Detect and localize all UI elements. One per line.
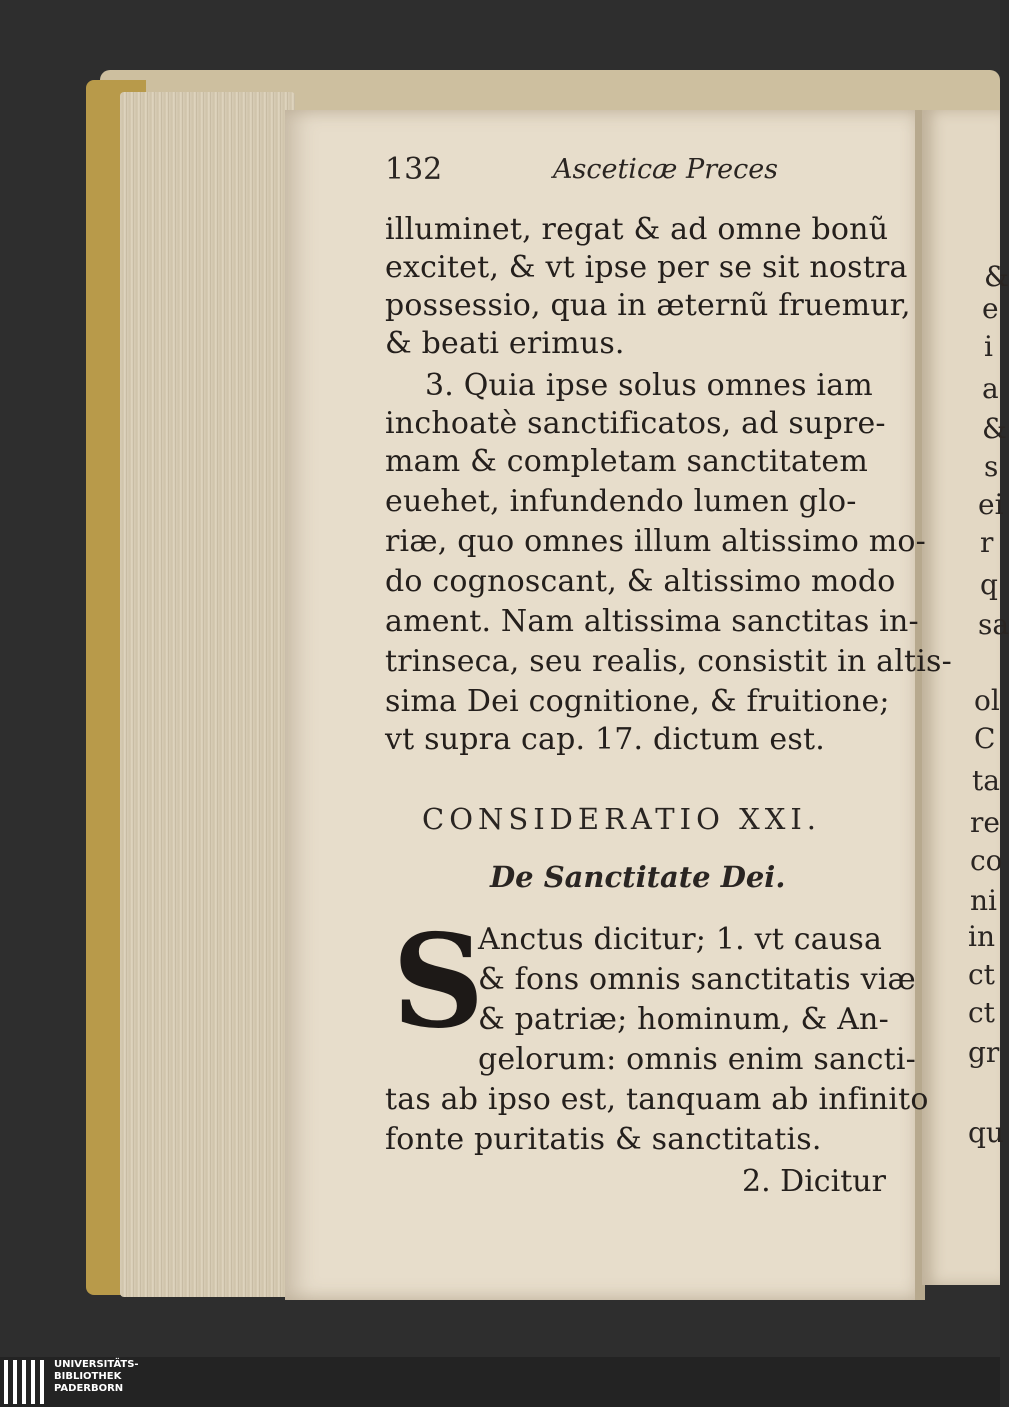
text-line: euehet, infundendo lumen glo- <box>385 484 857 519</box>
library-name-line: UNIVERSITÄTS- <box>54 1359 139 1370</box>
next-page-line: i <box>984 330 993 363</box>
text-line: tas ab ipso est, tanquam ab infinito <box>385 1082 929 1117</box>
drop-capital: S <box>392 907 485 1057</box>
next-page-line: qu <box>968 1116 1004 1149</box>
text-line: riæ, quo omnes illum altissimo mo- <box>385 524 926 559</box>
next-page-line: & <box>984 260 1009 293</box>
text-line: mam & completam sanctitatem <box>385 444 868 479</box>
section-heading: CONSIDERATIO XXI. <box>422 802 822 836</box>
next-page-line: r <box>980 526 994 559</box>
page-number: 132 <box>385 152 443 187</box>
library-name <box>54 1359 139 1395</box>
next-page-line: in <box>968 920 995 953</box>
next-page-line: s <box>984 450 999 483</box>
text-line: trinseca, seu realis, consistit in altis- <box>385 644 952 679</box>
text-line: inchoatè sanctificatos, ad supre- <box>385 406 886 441</box>
next-page-line: co <box>970 844 1003 877</box>
text-line: excitet, & vt ipse per se sit nostra <box>385 250 908 285</box>
text-line: illuminet, regat & ad omne bonũ <box>385 212 889 247</box>
next-page-line: ei <box>978 488 1004 521</box>
text-line: sima Dei cognitione, & fruitione; <box>385 684 890 719</box>
text-line: fonte puritatis & sanctitatis. <box>385 1122 822 1157</box>
catchword: 2. Dicitur <box>742 1164 886 1199</box>
library-name-line: PADERBORN <box>54 1383 124 1394</box>
next-page-line: gr <box>968 1036 1000 1069</box>
text-line: do cognoscant, & altissimo modo <box>385 564 896 599</box>
section-subtitle: De Sanctitate Dei. <box>490 860 786 894</box>
next-page-line: ct <box>968 996 995 1029</box>
next-page-line: re <box>970 806 1000 839</box>
next-page-line: e <box>982 292 999 325</box>
running-head: Asceticæ Preces <box>553 154 779 185</box>
next-page-line: q <box>980 568 998 601</box>
text-line: possessio, qua in æternũ fruemur, <box>385 288 911 323</box>
book-page-stack <box>120 92 295 1297</box>
next-page-fragment <box>922 110 1009 1285</box>
text-line: & fons omnis sanctitatis viæ <box>478 962 916 997</box>
library-logo-icon <box>4 1360 48 1404</box>
next-page-line: sa <box>978 608 1009 641</box>
next-page-line: C <box>974 722 996 755</box>
next-page-line: ct <box>968 958 995 991</box>
text-line: Anctus dicitur; 1. vt causa <box>478 922 883 957</box>
library-name-line: BIBLIOTHEK <box>54 1371 122 1382</box>
footer-bar <box>0 1357 1000 1407</box>
text-line: 3. Quia ipse solus omnes iam <box>425 368 873 403</box>
page-header <box>385 152 785 196</box>
text-line: & patriæ; hominum, & An- <box>478 1002 889 1037</box>
next-page-line: a <box>982 372 999 405</box>
next-page-line: & <box>982 412 1007 445</box>
text-line: vt supra cap. 17. dictum est. <box>385 722 825 757</box>
text-line: gelorum: omnis enim sancti- <box>478 1042 916 1077</box>
text-line: & beati erimus. <box>385 326 625 361</box>
next-page-line: ni <box>970 884 997 917</box>
next-page-line: ol <box>974 684 1000 717</box>
next-page-line: ta <box>972 764 1000 797</box>
text-line: ament. Nam altissima sanctitas in- <box>385 604 919 639</box>
